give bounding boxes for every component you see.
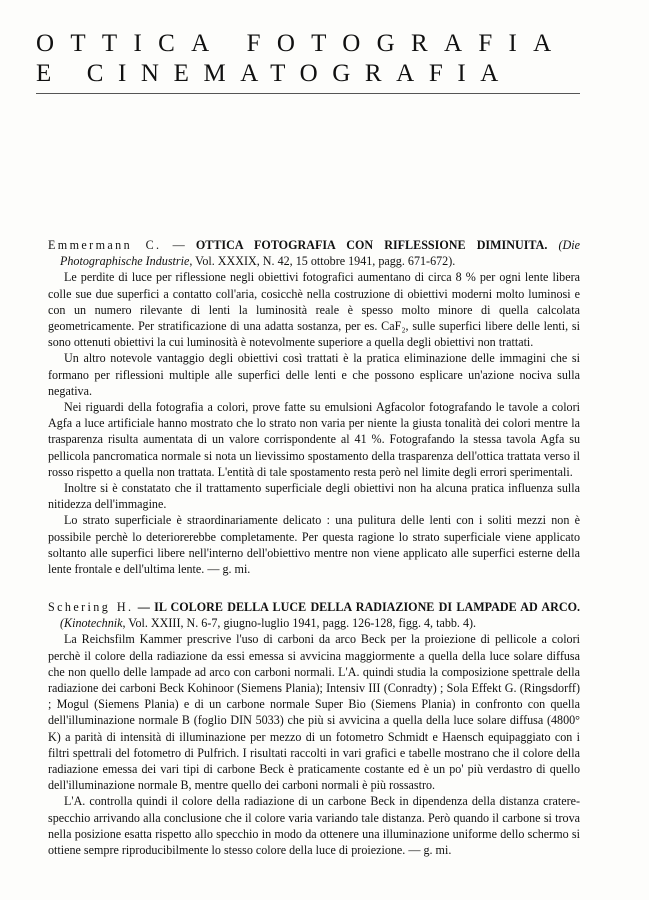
article-paragraph: La Reichsfilm Kammer prescrive l'uso di carboni da arco Beck per la proiezione di pellicole a colori perchè il colore della radiazione da essi emessa si avvicina maggiormente a quella della luce solare diffusa che non quello delle lampade ad arco con carboni normali. L'A. quindi studia la composizione spettrale della radiazione dei carboni Beck Kohinoor (Siemens Plania); Intensiv III (Conradty) ; Sola Effekt G. (Ringsdorff) ; Mogul (Siemens Plania) e di un carbone normale Super Bio (Siemens Plania) in confronto con quella dell'illuminazione normale B (foglio DIN 5033) che più si avvicina a quella della luce solare diffusa (4800° K) a parità di intensità di illuminazione per mezzo di un fotometro Schmidt e Haensch equipaggiato con i filtri spettrali del fotometro di Pulfrich. I risultati raccolti in vari grafici e tabelle mostrano che il colore della radiazione emessa dei vari tipi di carbone Beck è praticamente costante ed è un po' più verdastro di quello dell'illuminazione normale B, mentre quello dei carboni normali è più rossastro. [48, 632, 580, 793]
title-divider [36, 93, 580, 94]
article-author: Emmermann C. [48, 238, 162, 252]
article-emmermann [48, 237, 580, 577]
article-paragraph: Lo strato superficiale è straordinariamente delicato : una pulitura delle lenti con i soliti mezzi non è possibile perchè lo deteriorerebbe completamente. Per questa ragione lo strato superficiale viene applicato soltanto alle superfici libere nell'interno dell'obiettivo mentre non viene applicato alle superfici esterne della lente frontale e dell'ultima lente. — g. mi. [48, 513, 580, 577]
article-paragraph: Un altro notevole vantaggio degli obiettivi così trattati è la pratica eliminazione delle immagini che si formano per riflessioni multiple alle superfici delle lenti e che possono esplicare un'azione nociva sulla negativa. [48, 351, 580, 398]
article-paragraph: L'A. controlla quindi il colore della radiazione di un carbone Beck in dipendenza della distanza cratere-specchio arrivando alla conclusione che il colore varia variando tale distanza. Però quando il carbone si trova nella posizione esatta rispetto allo specchio in modo da ottenere una illuminazione uniforme dello schermo si ottiene sempre riproducibilmente lo stesso colore della luce di proiezione. — g. mi. [48, 794, 580, 858]
article-paragraph: Nei riguardi della fotografia a colori, prove fatte su emulsioni Agfacolor fotografando le tavole a colori Agfa a luce artificiale hanno mostrato che lo strato non varia per niente la giusta tonalità dei colori mentre la trasparenza risulta aumentata di un valore corrispondente al 41 %. Fotografando la stessa tavola Agfa su pellicola pancromatica normale si nota un lievissimo spostamento della trasparenza dell'ottica trattata verso il rosso rispetto a quella non trattata. L'entità di tale spostamento resta però nel limite degli errori sperimentali. [48, 400, 580, 479]
article-paragraph: Le perdite di luce per riflessione negli obiettivi fotografici aumentano di circa 8 % per ogni lente libera colle sue due superfici a contatto coll'aria, cosicchè nella costruzione di obiettivi moderni molto luminosi e con un numero rilevante di lenti la luminosità reale è spesso molto minore di quella calcolata geometricamente. Per stratificazione di una adatta sostanza, per es. CaF₂, sulle superfici libere delle lenti, si sono ottenuti obiettivi la cui luminosità è notevolmente superiore a quella degli obiettivi non trattati. [48, 270, 580, 350]
article-journal: (Die Photographische Industrie [60, 238, 580, 269]
article-citation: , Vol. XXXIX, N. 42, 15 ottobre 1941, pagg. 671-672). [189, 254, 456, 269]
article-citation: , Vol. XXIII, N. 6-7, giugno-luglio 1941, pagg. 126-128, figg. 4, tabb. 4). [122, 616, 477, 631]
section-title-line-1: OTTICA FOTOGRAFIA [36, 30, 568, 57]
article-heading [48, 237, 580, 269]
section-title-line-2: E CINEMATOGRAFIA [36, 60, 513, 87]
article-schering [48, 599, 580, 858]
article-heading [48, 599, 580, 631]
article-title: OTTICA FOTOGRAFIA CON RIFLESSIONE DIMINUITA. [195, 238, 548, 252]
article-dash: — [133, 600, 155, 614]
article-dash: — [161, 238, 196, 252]
article-author: Schering H. [48, 600, 134, 614]
article-paragraph: Inoltre si è constatato che il trattamento superficiale degli obiettivi non ha alcuna pratica influenza sulla nitidezza dell'immagine. [48, 481, 580, 512]
article-title: IL COLORE DELLA LUCE DELLA RADIAZIONE DI LAMPADE AD ARCO. [154, 600, 580, 614]
article-journal: (Kinotechnik [60, 616, 123, 631]
